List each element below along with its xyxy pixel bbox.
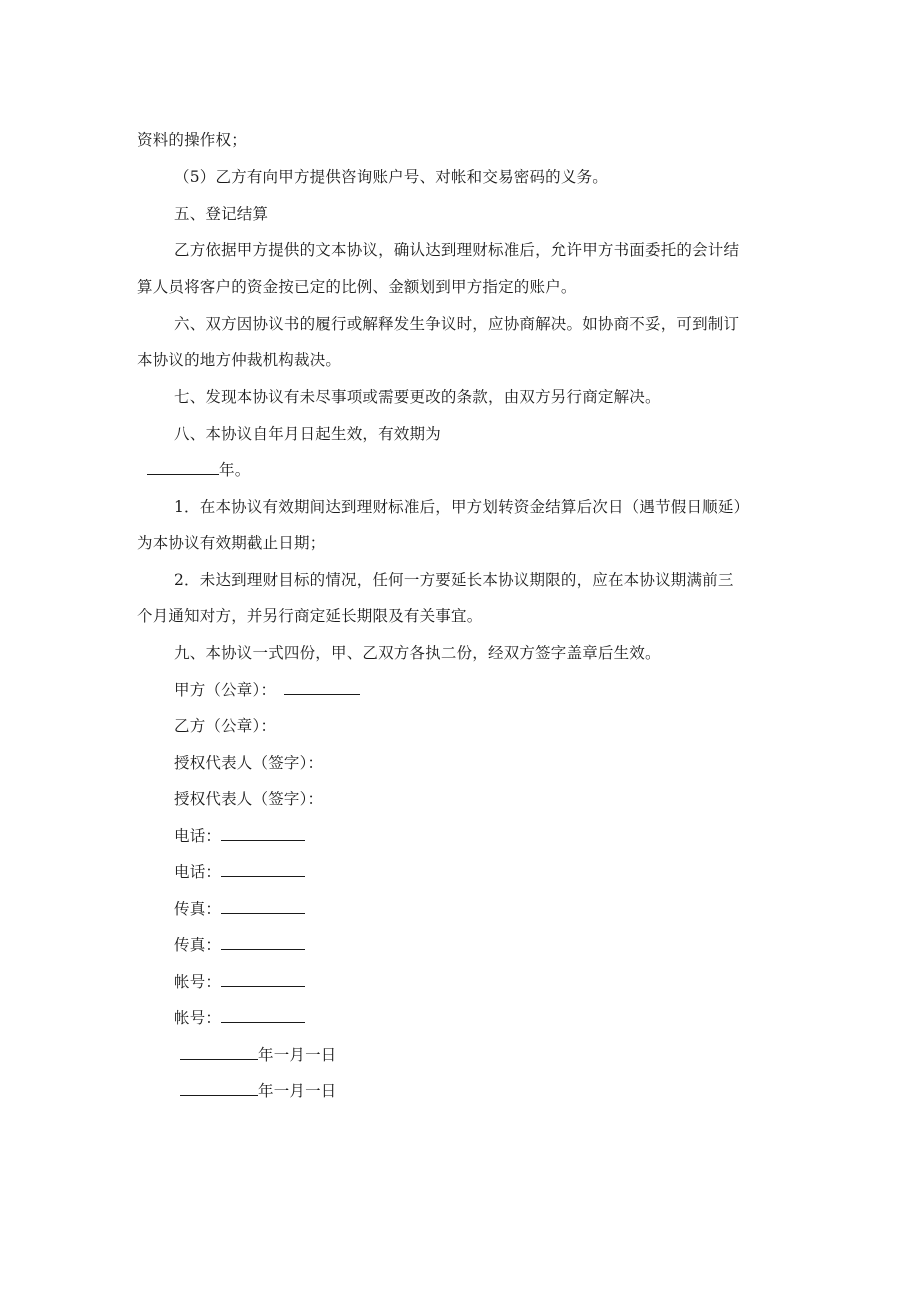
party-a-seal-line	[174, 679, 360, 701]
phone-a-line	[174, 825, 305, 847]
text-line-8: 七、发现本协议有未尽事项或需要更改的条款，由双方另行商定解决。	[174, 388, 661, 406]
fax-a-label: 传真：	[174, 900, 222, 918]
text-line-15: 九、本协议一式四份，甲、乙双方各执二份，经双方签字盖章后生效。	[174, 644, 661, 662]
date-a-label: 年一月一日	[258, 1046, 337, 1064]
account-b-blank	[221, 1008, 305, 1023]
fax-a-blank	[221, 899, 305, 914]
text-line-6: 六、双方因协议书的履行或解释发生争议时，应协商解决。如协商不妥，可到制订	[174, 315, 740, 333]
account-a-label: 帐号：	[174, 973, 222, 991]
date-b-blank	[180, 1081, 258, 1096]
date-a-blank	[180, 1045, 258, 1060]
fax-b-line	[174, 934, 305, 956]
text-line-1: 资料的操作权；	[137, 131, 247, 149]
text-line-13: 2．未达到理财目标的情况，任何一方要延长本协议期限的，应在本协议期满前三	[174, 571, 734, 589]
text-line-14: 个月通知对方，并另行商定延长期限及有关事宜。	[137, 607, 483, 625]
phone-b-blank	[221, 862, 305, 877]
rep-b-sign-label: 授权代表人（签字）：	[174, 790, 324, 808]
account-b-line	[174, 1007, 305, 1029]
text-line-12: 为本协议有效期截止日期；	[137, 534, 326, 552]
text-line-2: （5）乙方有向甲方提供咨询账户号、对帐和交易密码的义务。	[174, 168, 608, 186]
fax-b-label: 传真：	[174, 936, 222, 954]
party-a-seal-label: 甲方（公章）：	[174, 681, 277, 699]
phone-a-label: 电话：	[174, 827, 222, 845]
party-b-seal-label: 乙方（公章）：	[174, 717, 277, 735]
date-a-line	[180, 1044, 337, 1066]
phone-b-line	[174, 861, 305, 883]
phone-a-blank	[221, 826, 305, 841]
text-line-5: 算人员将客户的资金按已定的比例、金额划到甲方指定的账户。	[137, 278, 577, 296]
validity-blank	[147, 460, 219, 475]
fax-b-blank	[221, 935, 305, 950]
date-b-line	[180, 1080, 337, 1102]
phone-b-label: 电话：	[174, 863, 222, 881]
section-heading-5: 五、登记结算	[174, 205, 269, 223]
text-line-11: 1．在本协议有效期间达到理财标准后，甲方划转资金结算后次日（遇节假日顺延）	[174, 498, 750, 516]
text-line-7: 本协议的地方仲裁机构裁决。	[137, 351, 342, 369]
fax-a-line	[174, 898, 305, 920]
account-b-label: 帐号：	[174, 1009, 222, 1027]
text-line-9: 八、本协议自年月日起生效，有效期为	[174, 425, 441, 443]
validity-years-line	[147, 459, 250, 481]
party-a-seal-blank	[284, 680, 360, 695]
rep-a-sign-label: 授权代表人（签字）：	[174, 754, 324, 772]
account-a-line	[174, 971, 305, 993]
account-a-blank	[221, 972, 305, 987]
date-b-label: 年一月一日	[258, 1082, 337, 1100]
validity-year-label: 年。	[219, 461, 251, 479]
text-line-4: 乙方依据甲方提供的文本协议，确认达到理财标准后，允许甲方书面委托的会计结	[174, 241, 740, 259]
